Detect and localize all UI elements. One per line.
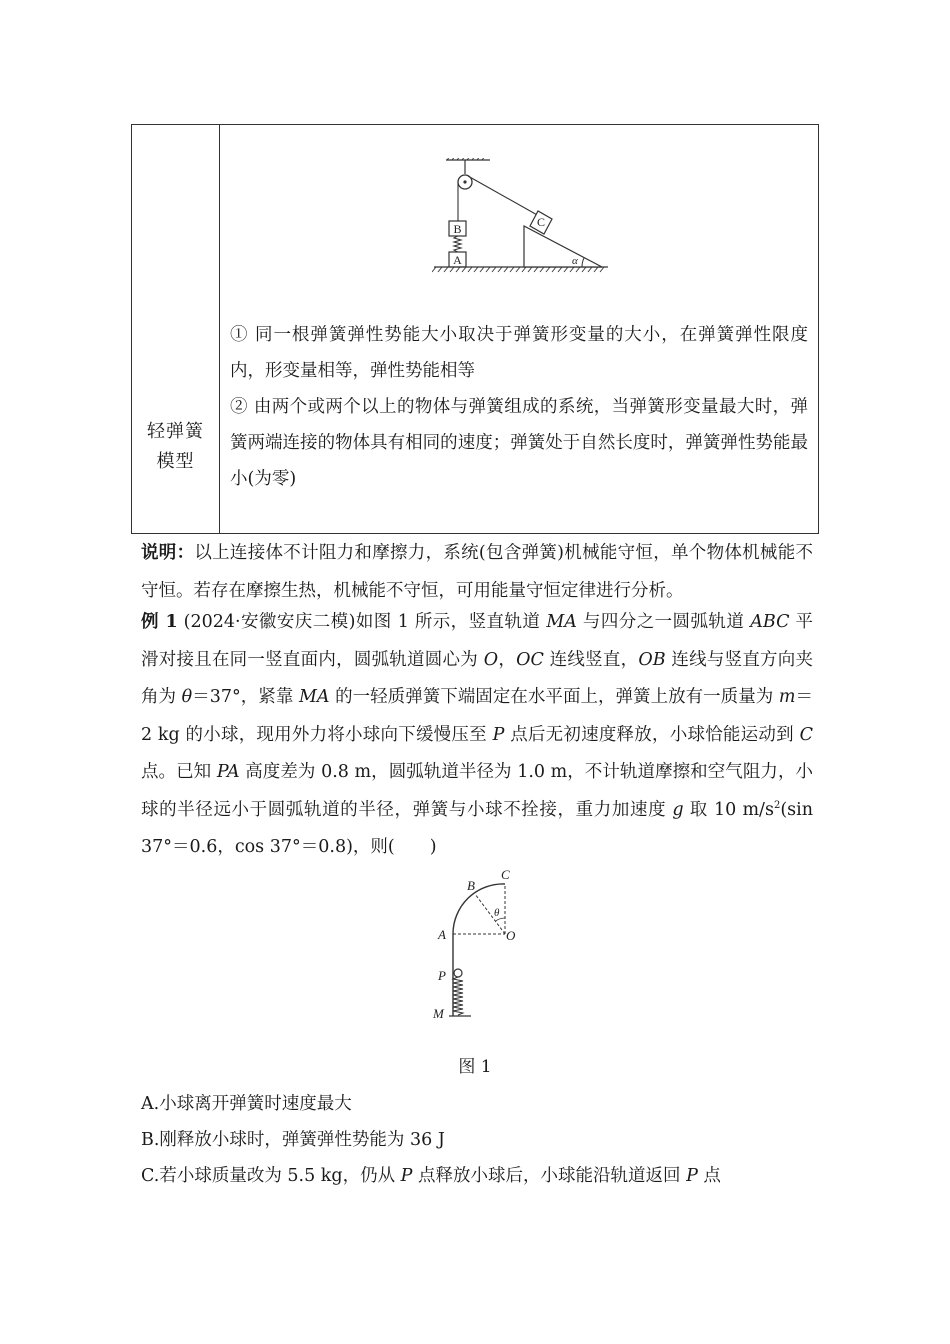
incline [524, 226, 602, 267]
example-text: 平滑对接且在同一竖直面内，圆弧轨道圆心为 [141, 612, 813, 670]
superscript-2: 2 [773, 799, 781, 811]
example-text: 的一轻质弹簧下端固定在水平面上，弹簧上放有一质量为 [329, 687, 779, 707]
spring [454, 236, 461, 252]
label-p: P [438, 968, 446, 983]
var-g: g [672, 799, 684, 820]
var-theta: θ [181, 687, 193, 707]
block-b-label: B [453, 222, 462, 236]
ball [454, 969, 462, 977]
label-c: C [501, 867, 510, 882]
row-label [132, 417, 219, 477]
var-p: P [400, 1166, 413, 1186]
var-ob: OB [638, 649, 666, 670]
example-text: (sin 37°＝0.6，cos 37°＝0.8)，则( ) [141, 799, 813, 857]
rule-2: ② 由两个或两个以上的物体与弹簧组成的系统，当弹簧形变量最大时，弹簧两端连接的物体具有相同的速度；弹簧处于自然长度时，弹簧弹性势能最小(为零) [230, 397, 808, 489]
example-paragraph [141, 604, 813, 867]
choice-a: A.小球离开弹簧时速度最大 [141, 1094, 352, 1114]
var-ma: MA [546, 612, 577, 632]
example-label: 例 1 [141, 612, 178, 632]
var-m: m [778, 687, 796, 707]
example-text: 连线竖直， [543, 649, 639, 670]
row-label-line2: 模型 [156, 451, 195, 472]
choice-b: B.刚释放小球时，弹簧弹性势能为 36 J [141, 1130, 445, 1150]
var-pa: PA [216, 762, 240, 782]
example-text: 点。已知 [141, 762, 217, 782]
spring-pulley-figure [432, 158, 612, 278]
note-label: 说明： [141, 543, 195, 563]
track-figure [425, 866, 535, 1026]
example-text: (2024·安徽安庆二模)如图 1 所示，竖直轨道 [177, 612, 547, 632]
var-c: C [799, 724, 813, 745]
label-m: M [433, 1006, 444, 1021]
label-theta: θ [494, 907, 500, 919]
var-o: O [483, 649, 499, 670]
label-b: B [467, 878, 475, 893]
rule-text [230, 317, 808, 497]
var-abc: ABC [750, 612, 790, 632]
note-paragraph [141, 535, 813, 610]
var-ma: MA [298, 687, 330, 707]
spring [453, 977, 463, 1015]
rule-1: ① 同一根弹簧弹性势能大小取决于弹簧形变量的大小，在弹簧弹性限度内，形变量相等，弹性势能相等 [230, 325, 808, 381]
label-o: O [506, 928, 516, 943]
choice-c-text: 点 [697, 1166, 721, 1186]
var-p: P [492, 724, 505, 745]
label-a: A [438, 927, 446, 942]
example-text: ， [498, 649, 517, 670]
note-text: 以上连接体不计阻力和摩擦力，系统(包含弹簧)机械能守恒，单个物体机械能不守恒。若存在摩擦生热，机械能不守恒，可用能量守恒定律进行分析。 [141, 543, 813, 601]
example-text: ＝37°，紧靠 [192, 687, 299, 707]
block-a-label: A [453, 253, 462, 267]
var-p: P [686, 1166, 698, 1186]
example-text: 与四分之一圆弧轨道 [576, 612, 751, 632]
figure-caption: 图 1 [458, 1057, 492, 1077]
table-column-divider [219, 125, 220, 533]
example-text: 点后无初速度释放，小球恰能运动到 [504, 724, 800, 745]
model-table [131, 124, 819, 534]
choice-c [141, 1161, 721, 1191]
block-c-label: C [536, 215, 546, 229]
example-text: 连线与竖直方向夹角为 [141, 649, 814, 707]
row-label-line1: 轻弹簧 [147, 421, 204, 442]
example-text: ＝2 kg 的小球，现用外力将小球向下缓慢压至 [141, 687, 813, 745]
choice-c-text: C.若小球质量改为 5.5 kg，仍从 [141, 1166, 401, 1186]
angle-alpha-label: α [572, 255, 578, 267]
example-text: 取 10 m/s [683, 799, 774, 820]
var-oc: OC [516, 649, 544, 670]
choice-c-text: 点释放小球后，小球能沿轨道返回 [412, 1166, 687, 1186]
example-text: 高度差为 0.8 m，圆弧轨道半径为 1.0 m，不计轨道摩擦和空气阻力，小球的半径远小于圆弧轨道的半径，弹簧与小球不拴接，重力加速度 [141, 762, 813, 820]
